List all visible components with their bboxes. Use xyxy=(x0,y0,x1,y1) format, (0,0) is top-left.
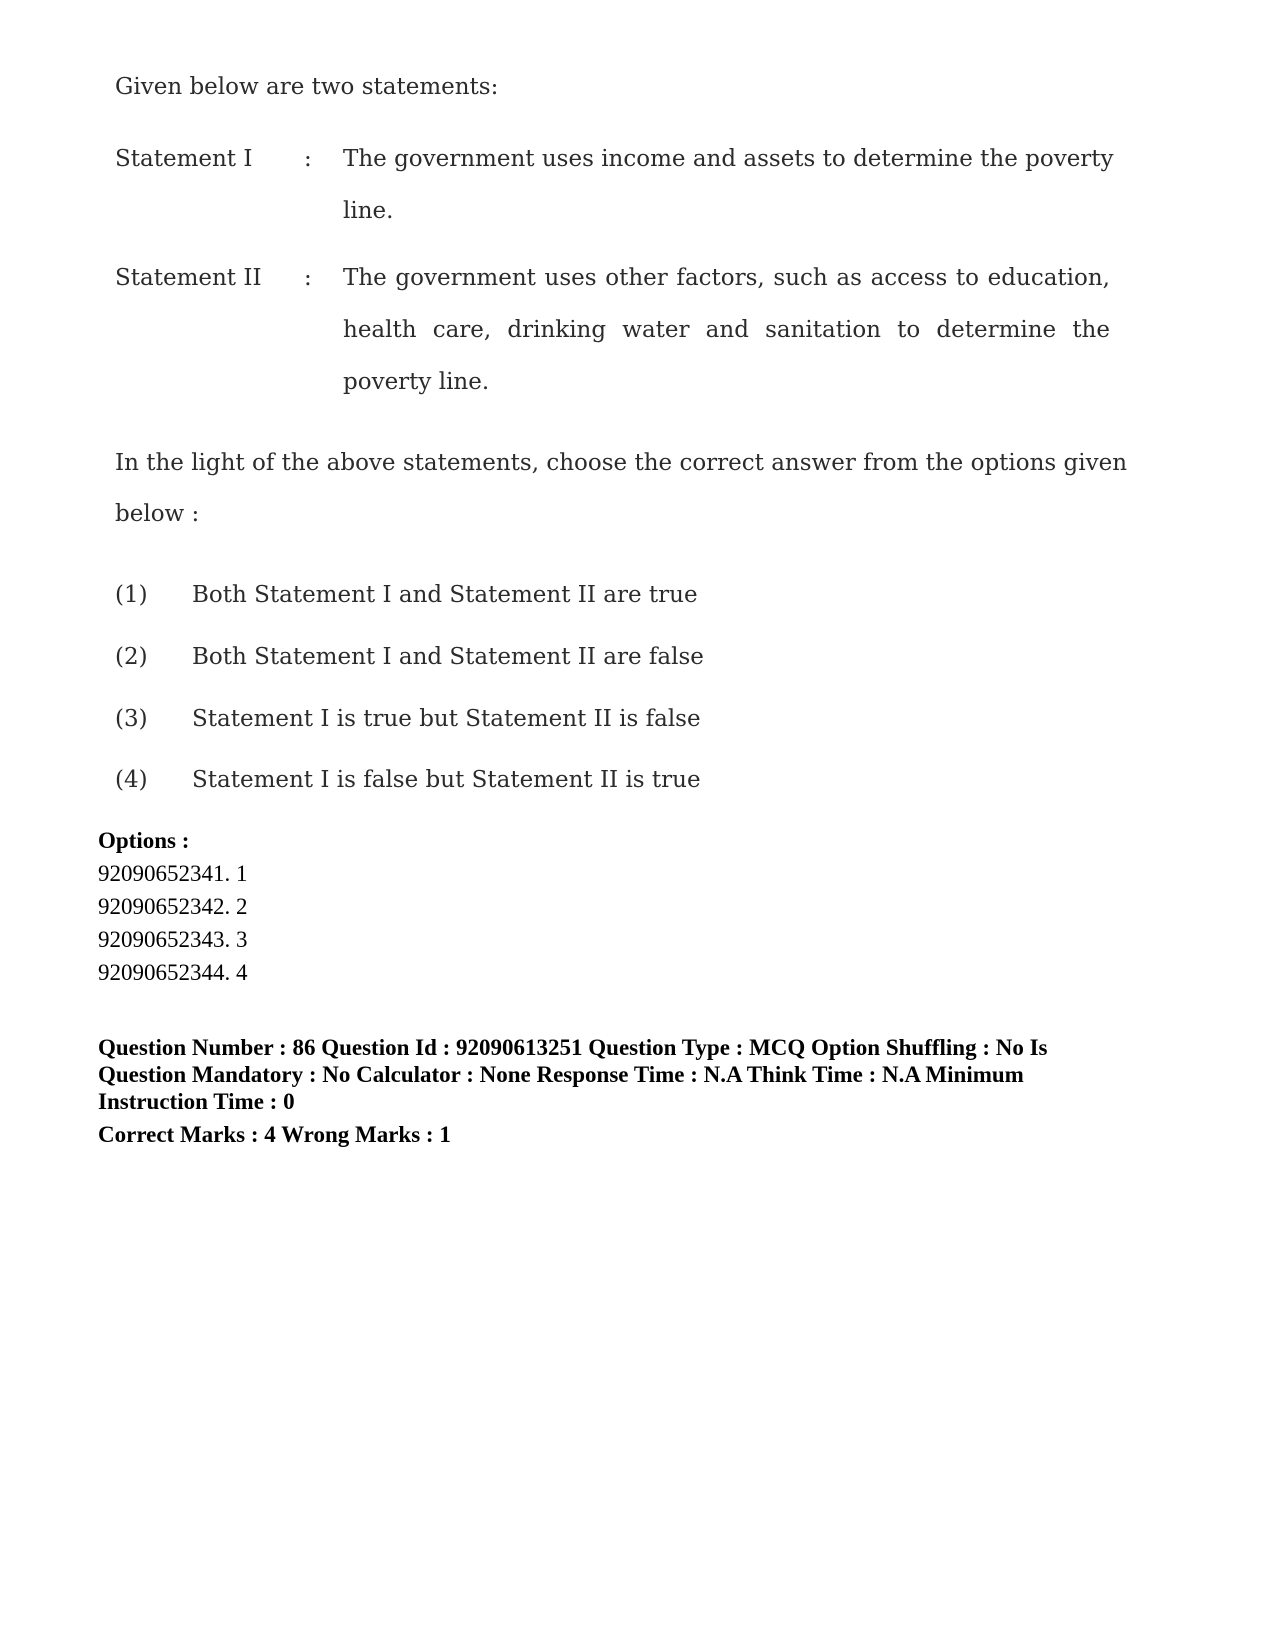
option-item-3: 92090652343. 3 xyxy=(98,927,248,952)
choice-1-text: Both Statement I and Statement II are true xyxy=(192,582,698,608)
options-heading: Options : xyxy=(98,828,190,853)
choice-4-text: Statement I is false but Statement II is true xyxy=(192,767,701,793)
statement-2-line-2: health care, drinking water and sanitation to determine the xyxy=(343,317,1110,343)
prompt-line-2: below : xyxy=(115,501,200,527)
statement-2-colon: : xyxy=(304,265,312,291)
prompt-line-1: In the light of the above statements, choose the correct answer from the options given xyxy=(115,450,1128,476)
question-meta-line-1: Question Number : 86 Question Id : 92090613251 Question Type : MCQ Option Shuffling : No Is xyxy=(98,1035,1048,1060)
choice-4-number: (4) xyxy=(115,767,148,793)
choice-3-number: (3) xyxy=(115,706,148,732)
choice-2-text: Both Statement I and Statement II are false xyxy=(192,644,704,670)
question-meta-line-3: Instruction Time : 0 xyxy=(98,1089,295,1114)
statement-1-label: Statement I xyxy=(115,146,253,172)
option-item-4: 92090652344. 4 xyxy=(98,960,248,985)
statement-1-line-1: The government uses income and assets to determine the poverty xyxy=(343,146,1114,172)
choice-3-text: Statement I is true but Statement II is false xyxy=(192,706,701,732)
question-marks: Correct Marks : 4 Wrong Marks : 1 xyxy=(98,1122,451,1147)
choice-2-number: (2) xyxy=(115,644,148,670)
question-meta-line-2: Question Mandatory : No Calculator : None Response Time : N.A Think Time : N.A Minimum xyxy=(98,1062,1024,1087)
statement-2-line-1: The government uses other factors, such as access to education, xyxy=(343,265,1110,291)
statement-1-colon: : xyxy=(304,146,312,172)
question-intro: Given below are two statements: xyxy=(115,74,499,100)
option-item-2: 92090652342. 2 xyxy=(98,894,248,919)
statement-2-label: Statement II xyxy=(115,265,262,291)
statement-1-line-2: line. xyxy=(343,198,394,224)
choice-1-number: (1) xyxy=(115,582,148,608)
statement-2-line-3: poverty line. xyxy=(343,369,490,395)
option-item-1: 92090652341. 1 xyxy=(98,861,248,886)
